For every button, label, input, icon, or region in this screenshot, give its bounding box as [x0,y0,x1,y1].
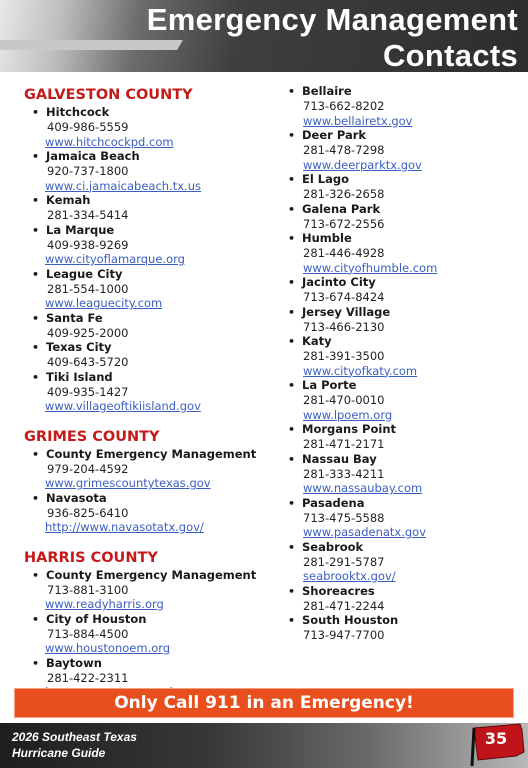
bullet-icon: • [288,335,296,348]
bullet-icon: • [288,496,296,510]
page-number: 35 [484,729,508,748]
contact-name [32,311,274,326]
contact-phone: 281-291-5787 [303,554,385,569]
bullet-icon: • [32,223,40,237]
contact-name-text: El Lago [302,172,350,186]
contact-website-link[interactable]: www.cityofhumble.com [303,260,438,275]
contact-website-link[interactable]: www.bellairetx.gov [303,113,413,128]
list-item [32,223,274,267]
contact-phone: 409-643-5720 [47,355,129,369]
list-item [288,378,523,422]
contact-name [32,370,274,385]
list-item [32,568,274,612]
contact-website-link[interactable]: www.lpoem.org [303,407,393,422]
list-item [32,105,274,149]
page-title-line1: Emergency Management [146,2,518,37]
contact-phone: 281-470-0010 [303,393,385,407]
contact-website-link[interactable]: www.villageoftikiisland.gov [45,399,201,413]
contact-name-text: Jacinto City [302,275,376,289]
contact-name-text: La Porte [302,378,357,392]
contact-name-text: Seabrook [302,539,364,554]
bullet-icon: • [32,447,40,461]
contact-name [288,84,523,99]
contact-name-text: County Emergency Management [46,446,257,461]
bullet-icon: • [32,341,40,354]
list-item [288,496,523,540]
contact-name-text: Navasota [46,490,107,505]
list-item [32,370,274,414]
contact-website-link[interactable]: www.leaguecity.com [45,296,163,310]
contact-phone: 713-674-8424 [303,290,385,304]
contact-name-text: Kemah [46,193,91,207]
contact-phone: 713-466-2130 [303,319,385,334]
bullet-icon: • [288,540,296,554]
list-item [288,305,523,335]
list-item [288,172,523,202]
contact-website-link[interactable]: www.deerparktx.gov [303,157,422,172]
bullet-icon: • [32,150,40,163]
contact-name [288,452,523,467]
contact-phone: 281-326-2658 [303,187,385,201]
contact-website-link[interactable]: www.houstonoem.org [45,641,171,655]
contact-name [32,568,274,583]
contact-website-link[interactable]: seabrooktx.gov/ [303,569,396,583]
contact-phone: 281-422-2311 [47,670,129,685]
list-item [288,84,523,128]
contact-name [32,447,274,462]
list-item [288,128,523,172]
contact-name-text: Jersey Village [302,304,391,319]
contact-name-text: Shoreacres [302,583,375,598]
list-item [32,612,274,656]
bullet-icon: • [288,232,296,245]
list-item [32,267,274,311]
contact-website-link[interactable]: www.ci.jamaicabeach.tx.us [45,178,201,193]
bullet-icon: • [32,656,40,670]
contact-name [288,422,523,437]
guide-title-line1: 2026 Southeast Texas [12,730,137,744]
list-item [288,334,523,378]
bullet-icon: • [32,194,40,207]
contact-phone: 713-662-8202 [303,99,385,113]
list-item [32,491,274,535]
bullet-icon: • [288,614,296,627]
guide-title [12,729,137,761]
contact-name [32,193,274,208]
contact-phone: 281-446-4928 [303,246,385,260]
contact-name [288,540,523,555]
bullet-icon: • [288,452,296,466]
contact-name [32,105,274,120]
contact-phone: 281-391-3500 [303,349,385,363]
contact-phone: 281-333-4211 [303,466,385,481]
contact-website-link[interactable]: www.pasadenatx.gov [303,525,427,539]
contact-name [32,612,274,627]
contact-name-text: Bellaire [302,84,352,98]
list-item [32,447,274,491]
contact-name [288,305,523,320]
bullet-icon: • [32,370,40,384]
contact-name-text: Morgans Point [302,422,396,436]
contact-phone: 713-475-5588 [303,510,385,525]
bullet-icon: • [288,173,296,186]
right-column [288,84,523,643]
contact-phone: 920-737-1800 [47,164,129,178]
list-item [32,193,274,223]
contact-phone: 713-884-4500 [47,626,129,641]
list-item [288,540,523,584]
contact-phone: 409-986-5559 [47,120,129,134]
page-title-line2: Contacts [382,38,518,72]
contact-name [288,172,523,187]
emergency-callout: Only Call 911 in an Emergency! [14,688,514,718]
bullet-icon: • [32,612,40,626]
bullet-icon: • [288,584,296,598]
bullet-icon: • [32,106,40,119]
contact-website-link[interactable]: http://www.navasotatx.gov/ [45,520,204,534]
contact-name-text: Deer Park [302,128,367,142]
contact-name [288,496,523,511]
contact-name-text: County Emergency Management [46,567,257,582]
county-heading: HARRIS COUNTY [24,549,158,566]
contact-phone: 409-925-2000 [47,325,129,340]
contact-name-text: Humble [302,231,352,245]
contact-phone: 281-554-1000 [47,281,129,296]
contact-name [32,267,274,282]
bullet-icon: • [288,276,296,289]
contact-phone: 713-672-2556 [303,216,385,231]
bullet-icon: • [288,423,296,436]
list-item [32,340,274,370]
contact-name [32,223,274,238]
contact-name-text: La Marque [46,222,115,237]
bullet-icon: • [32,311,40,325]
page-footer [0,723,528,768]
contact-name [32,491,274,506]
contact-phone: 281-471-2171 [303,437,385,451]
bullet-icon: • [288,379,296,392]
contact-name-text: City of Houston [46,611,147,626]
contact-name-text: Hitchcock [46,105,110,119]
contact-website-link[interactable]: www.nassaubay.com [303,481,423,495]
contact-phone: 936-825-6410 [47,505,129,520]
list-item [288,452,523,496]
contact-website-link[interactable]: www.cityofkaty.com [303,363,418,378]
contact-name-text: Texas City [46,340,112,354]
bullet-icon: • [288,202,296,216]
list-item [288,422,523,452]
contact-name [288,275,523,290]
contact-name-text: Baytown [46,655,102,670]
contact-phone: 409-935-1427 [47,384,129,399]
contact-website-link[interactable]: www.hitchcockpd.com [45,134,174,149]
contact-phone: 979-204-4592 [47,461,129,476]
contact-name-text: Tiki Island [46,369,113,384]
contact-name-text: Nassau Bay [302,451,377,466]
page-header [0,0,528,72]
bullet-icon: • [32,491,40,505]
contact-name [32,656,274,671]
contact-website-link[interactable]: www.cityoflamarque.org [45,252,185,266]
contact-website-link[interactable]: www.readyharris.org [45,597,164,611]
contact-name-text: Galena Park [302,201,381,216]
list-item [288,275,523,305]
contact-name [288,613,523,628]
left-column [24,86,274,700]
contact-name-text: Santa Fe [46,310,103,325]
contact-name [288,128,523,143]
contact-name-text: Pasadena [302,495,365,510]
list-item [288,202,523,232]
bullet-icon: • [32,568,40,582]
contact-name [288,231,523,246]
bullet-icon: • [288,85,296,98]
contact-website-link[interactable]: www.grimescountytexas.gov [45,476,211,490]
bullet-icon: • [288,305,296,319]
contact-name [288,202,523,217]
bullet-icon: • [288,129,296,142]
contact-name [32,340,274,355]
county-heading: GRIMES COUNTY [24,428,160,445]
contact-name [288,584,523,599]
contact-name-text: Jamaica Beach [46,149,140,163]
list-item [288,231,523,275]
county-heading: GALVESTON COUNTY [24,87,193,103]
list-item [288,584,523,614]
contact-phone: 409-938-9269 [47,237,129,252]
contact-phone: 713-947-7700 [303,628,385,642]
contact-name-text: League City [46,266,123,281]
list-item [32,149,274,193]
contact-name [32,149,274,164]
contact-name [288,378,523,393]
contact-name-text: South Houston [302,613,399,627]
contact-phone: 281-334-5414 [47,208,129,222]
bullet-icon: • [32,267,40,281]
contact-phone: 713-881-3100 [47,582,129,597]
list-item [32,311,274,341]
contact-name-text: Katy [302,334,332,348]
contact-phone: 281-471-2244 [303,598,385,613]
list-item [288,613,523,643]
page-title [147,2,518,72]
guide-title-line2: Hurricane Guide [12,746,106,760]
contact-phone: 281-478-7298 [303,143,385,157]
contact-name [288,334,523,349]
